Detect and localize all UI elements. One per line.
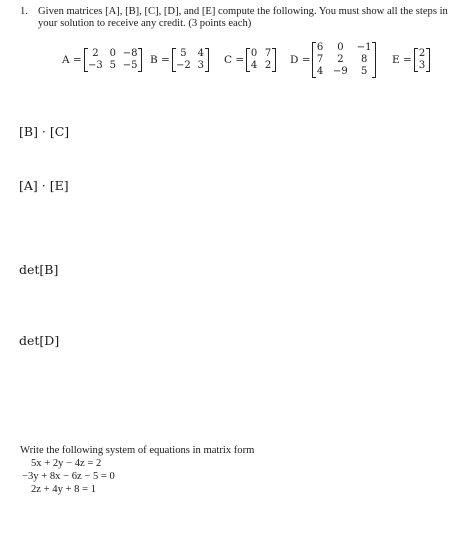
matrix-a-cell: 5 bbox=[109, 60, 116, 71]
matrix-c bbox=[246, 48, 276, 72]
matrix-c-cell: 7 bbox=[264, 48, 272, 59]
matrix-c-label: C = bbox=[224, 54, 245, 66]
matrix-a-cell: 0 bbox=[109, 48, 116, 59]
matrix-d-cell: 8 bbox=[360, 54, 368, 65]
matrix-c-cell: 4 bbox=[250, 60, 258, 71]
part-det-d: det[D] bbox=[19, 333, 60, 348]
matrix-e-cell: 3 bbox=[418, 60, 426, 71]
matrix-a-cell: 2 bbox=[92, 48, 99, 59]
matrix-b-cell: 4 bbox=[197, 48, 204, 59]
question-number: 1. bbox=[20, 6, 28, 17]
matrix-c-cell: 2 bbox=[264, 60, 272, 71]
matrix-e-label: E = bbox=[392, 54, 412, 66]
part-a-times-e: [A] · [E] bbox=[19, 178, 69, 193]
matrix-a-cell: −3 bbox=[88, 60, 103, 71]
equation-1: 5x + 2y − 4z = 2 bbox=[31, 458, 102, 469]
matrix-d-label: D = bbox=[290, 54, 311, 66]
matrix-e bbox=[414, 48, 430, 72]
matrix-a-cell: −8 bbox=[122, 48, 138, 59]
equation-3: 2z + 4y + 8 = 1 bbox=[31, 484, 97, 495]
matrix-definitions bbox=[0, 40, 474, 82]
matrix-b bbox=[172, 48, 209, 72]
question-text-line-2: your solution to receive any credit. (3 points each) bbox=[38, 18, 252, 29]
matrix-b-cell: −2 bbox=[176, 60, 191, 71]
matrix-d-cell: 6 bbox=[316, 42, 324, 53]
matrix-a-cell: −5 bbox=[122, 60, 138, 71]
matrix-d-cell: −1 bbox=[356, 42, 372, 53]
matrix-b-label: B = bbox=[150, 54, 170, 66]
part-b-times-c: [B] · [C] bbox=[19, 124, 70, 139]
matrix-d-cell: −9 bbox=[333, 66, 348, 77]
matrix-d-cell: 4 bbox=[316, 66, 324, 77]
matrix-c-cell: 0 bbox=[250, 48, 258, 59]
equation-2: −3y + 8x − 6z − 5 = 0 bbox=[22, 471, 115, 482]
matrix-d bbox=[312, 42, 376, 78]
matrix-b-cell: 5 bbox=[180, 48, 187, 59]
question-text-line-1: Given matrices [A], [B], [C], [D], and [E] compute the following. You must show all the steps in bbox=[38, 6, 448, 17]
matrix-b-cell: 3 bbox=[197, 60, 204, 71]
matrix-d-cell: 7 bbox=[316, 54, 324, 65]
system-instruction: Write the following system of equations in matrix form bbox=[20, 445, 255, 456]
matrix-a bbox=[84, 48, 142, 72]
matrix-a-label: A = bbox=[62, 54, 82, 66]
matrix-d-cell: 2 bbox=[337, 54, 344, 65]
matrix-d-cell: 5 bbox=[360, 66, 368, 77]
matrix-e-cell: 2 bbox=[418, 48, 426, 59]
part-det-b: det[B] bbox=[19, 262, 59, 277]
matrix-d-cell: 0 bbox=[337, 42, 344, 53]
